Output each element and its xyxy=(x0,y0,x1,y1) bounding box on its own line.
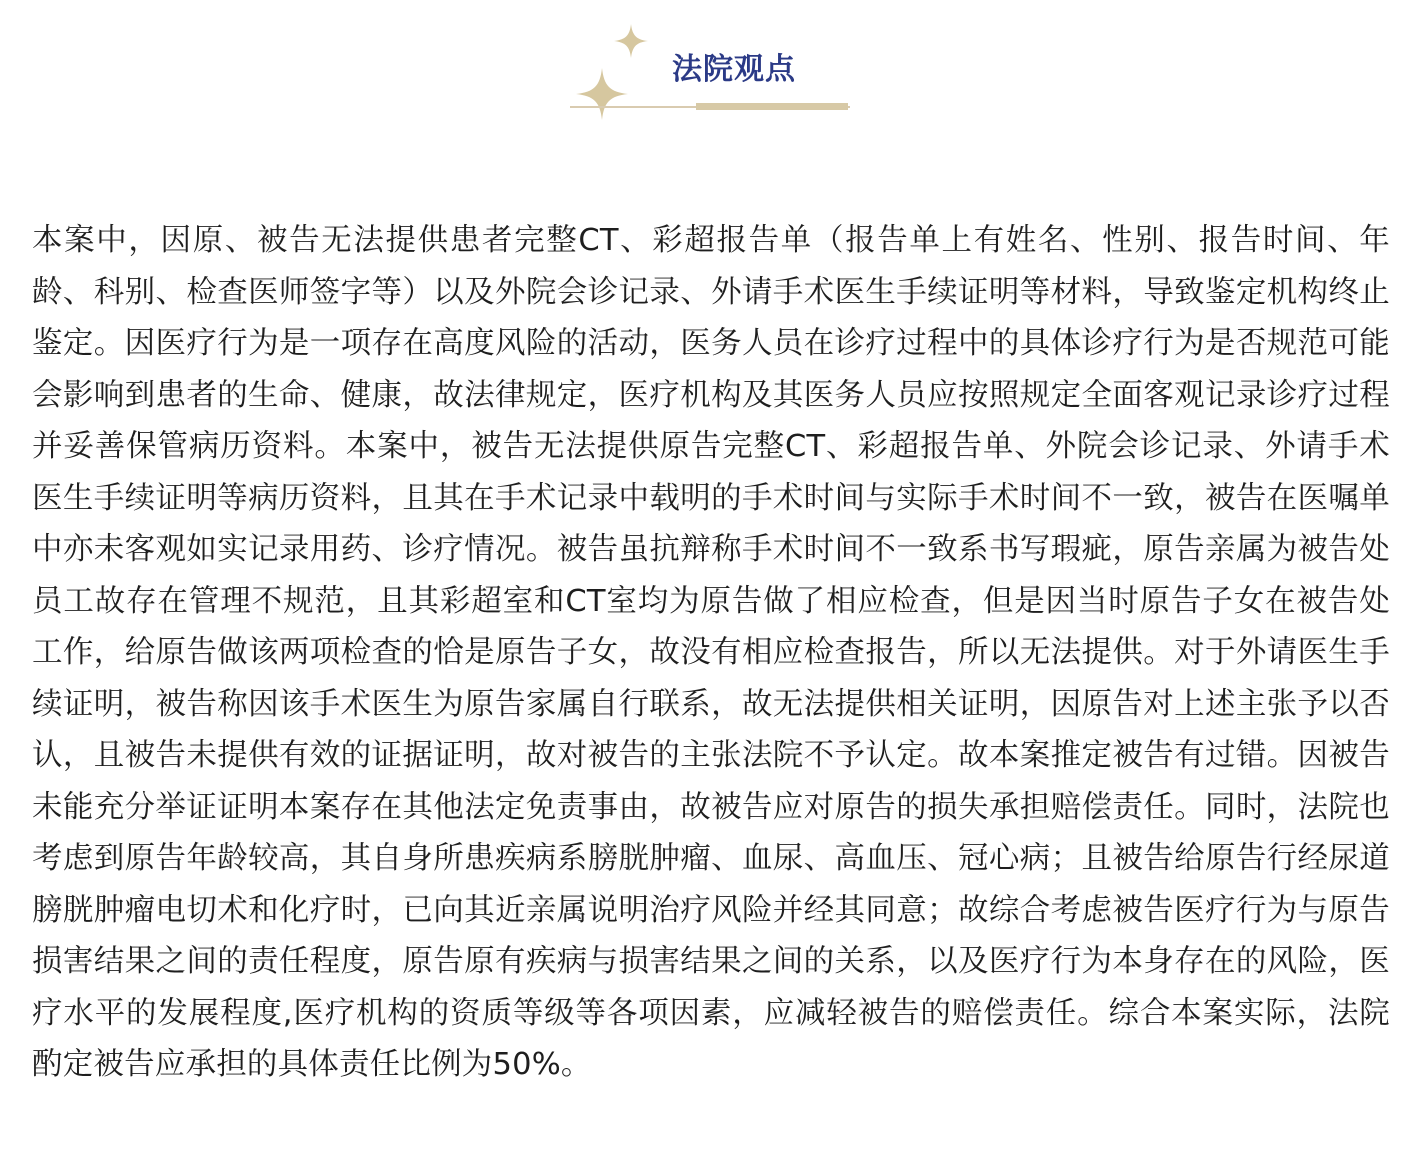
sparkle-large-icon xyxy=(576,68,628,120)
sparkle-small-icon xyxy=(614,24,648,58)
court-opinion-paragraph: 本案中，因原、被告无法提供患者完整CT、彩超报告单（报告单上有姓名、性别、报告时间、年龄、科别、检查医师签字等）以及外院会诊记录、外请手术医生手续证明等材料，导致鉴定机构终止鉴定。因医疗行为是一项存在高度风险的活动，医务人员在诊疗过程中的具体诊疗行为是否规范可能会影响到患者的生命、健康，故法律规定，医疗机构及其医务人员应按照规定全面客观记录诊疗过程并妥善保管病历资料。本案中，被告无法提供原告完整CT、彩超报告单、外院会诊记录、外请手术医生手续证明等病历资料，且其在手术记录中载明的手术时间与实际手术时间不一致，被告在医嘱单中亦未客观如实记录用药、诊疗情况。被告虽抗辩称手术时间不一致系书写瑕疵，原告亲属为被告处员工故存在管理不规范，且其彩超室和CT室均为原告做了相应检查，但是因当时原告子女在被告处工作，给原告做该两项检查的恰是原告子女，故没有相应检查报告，所以无法提供。对于外请医生手续证明，被告称因该手术医生为原告家属自行联系，故无法提供相关证明，因原告对上述主张予以否认，且被告未提供有效的证据证明，故对被告的主张法院不予认定。故本案推定被告有过错。因被告未能充分举证证明本案存在其他法定免责事由，故被告应对原告的损失承担赔偿责任。同时，法院也考虑到原告年龄较高，其自身所患疾病系膀胱肿瘤、血尿、高血压、冠心病；且被告给原告行经尿道膀胱肿瘤电切术和化疗时，已向其近亲属说明治疗风险并经其同意；故综合考虑被告医疗行为与原告损害结果之间的责任程度，原告原有疾病与损害结果之间的关系，以及医疗行为本身存在的风险，医疗水平的发展程度,医疗机构的资质等级等各项因素，应减轻被告的赔偿责任。综合本案实际，法院酌定被告应承担的具体责任比例为50%。 xyxy=(32,223,1390,1082)
title-underline-accent xyxy=(696,103,848,110)
section-header xyxy=(570,18,852,114)
section-title: 法院观点 xyxy=(672,52,796,87)
